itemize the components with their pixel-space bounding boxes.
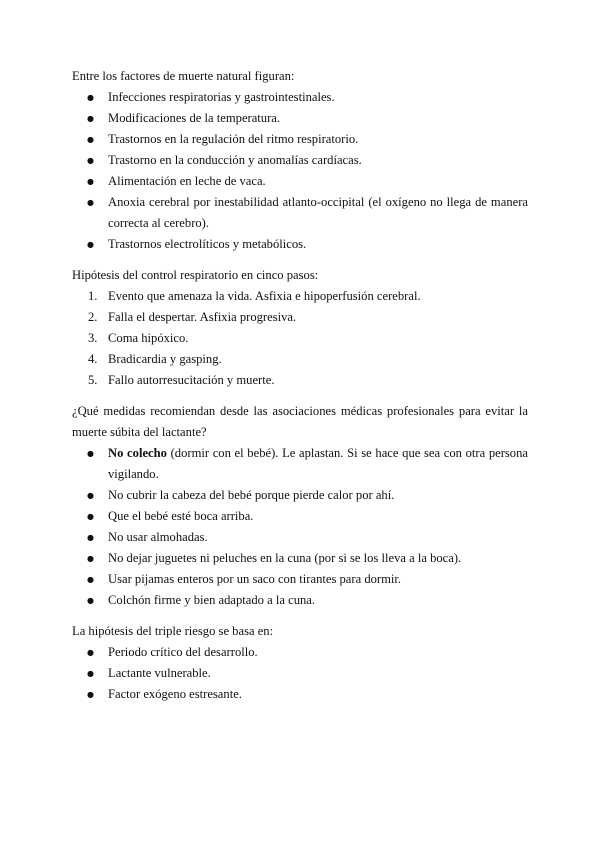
list-item <box>72 370 528 391</box>
list-number: 4. <box>88 352 98 366</box>
document-page <box>72 66 528 705</box>
list-number: 3. <box>88 331 98 345</box>
respiratory-control-steps-list <box>72 286 528 391</box>
natural-death-factors-list <box>72 87 528 255</box>
list-item: ● Factor exógeno estresante. <box>72 684 528 705</box>
list-item: ● Usar pijamas enteros por un saco con tirantes para dormir. <box>72 569 528 590</box>
list-item-text: Evento que amenaza la vida. Asfixia e hipoperfusión cerebral. <box>108 289 421 303</box>
list-item: ● No dejar juguetes ni peluches en la cuna (por si se los lleva a la boca). <box>72 548 528 569</box>
list-item: ● Anoxia cerebral por inestabilidad atlanto-occipital (el oxígeno no llega de manera correcta al cerebro). <box>72 192 528 234</box>
list-item <box>72 349 528 370</box>
list-item-text: Fallo autorresucitación y muerte. <box>108 373 275 387</box>
list-item-text: (dormir con el bebé). Le aplastan. Si se hace que sea con otra persona vigilando. <box>108 446 528 481</box>
list-item <box>72 307 528 328</box>
section-intro-prevention-measures: ¿Qué medidas recomiendan desde las asociaciones médicas profesionales para evitar la muerte súbita del lactante? <box>72 404 528 439</box>
section-intro-triple-risk: La hipótesis del triple riesgo se basa en: <box>72 624 274 638</box>
list-number: 5. <box>88 373 98 387</box>
list-item <box>72 328 528 349</box>
list-item: ● Que el bebé esté boca arriba. <box>72 506 528 527</box>
list-item-bold-text: No colecho <box>108 446 167 460</box>
triple-risk-list <box>72 642 528 705</box>
list-item: ● Infecciones respiratorias y gastrointestinales. <box>72 87 528 108</box>
list-item: ● Periodo crítico del desarrollo. <box>72 642 528 663</box>
section-intro-respiratory-control: Hipótesis del control respiratorio en cinco pasos: <box>72 268 319 282</box>
list-item: ● Colchón firme y bien adaptado a la cuna. <box>72 590 528 611</box>
list-item <box>72 443 528 485</box>
list-item: ● Trastornos en la regulación del ritmo respiratorio. <box>72 129 528 150</box>
list-number: 2. <box>88 310 98 324</box>
list-item: ● No usar almohadas. <box>72 527 528 548</box>
list-item-text: Bradicardia y gasping. <box>108 352 222 366</box>
list-item: ● Modificaciones de la temperatura. <box>72 108 528 129</box>
list-number: 1. <box>88 289 98 303</box>
list-item-text: Coma hipóxico. <box>108 331 189 345</box>
list-item: ● Trastornos electrolíticos y metabólicos. <box>72 234 528 255</box>
list-item: ● Alimentación en leche de vaca. <box>72 171 528 192</box>
list-item: ● Lactante vulnerable. <box>72 663 528 684</box>
list-item <box>72 286 528 307</box>
list-item: ● No cubrir la cabeza del bebé porque pierde calor por ahí. <box>72 485 528 506</box>
list-item-text: Falla el despertar. Asfixia progresiva. <box>108 310 297 324</box>
prevention-measures-list <box>72 443 528 611</box>
section-intro-natural-death-factors: Entre los factores de muerte natural figuran: <box>72 69 295 83</box>
list-item: ● Trastorno en la conducción y anomalías cardíacas. <box>72 150 528 171</box>
